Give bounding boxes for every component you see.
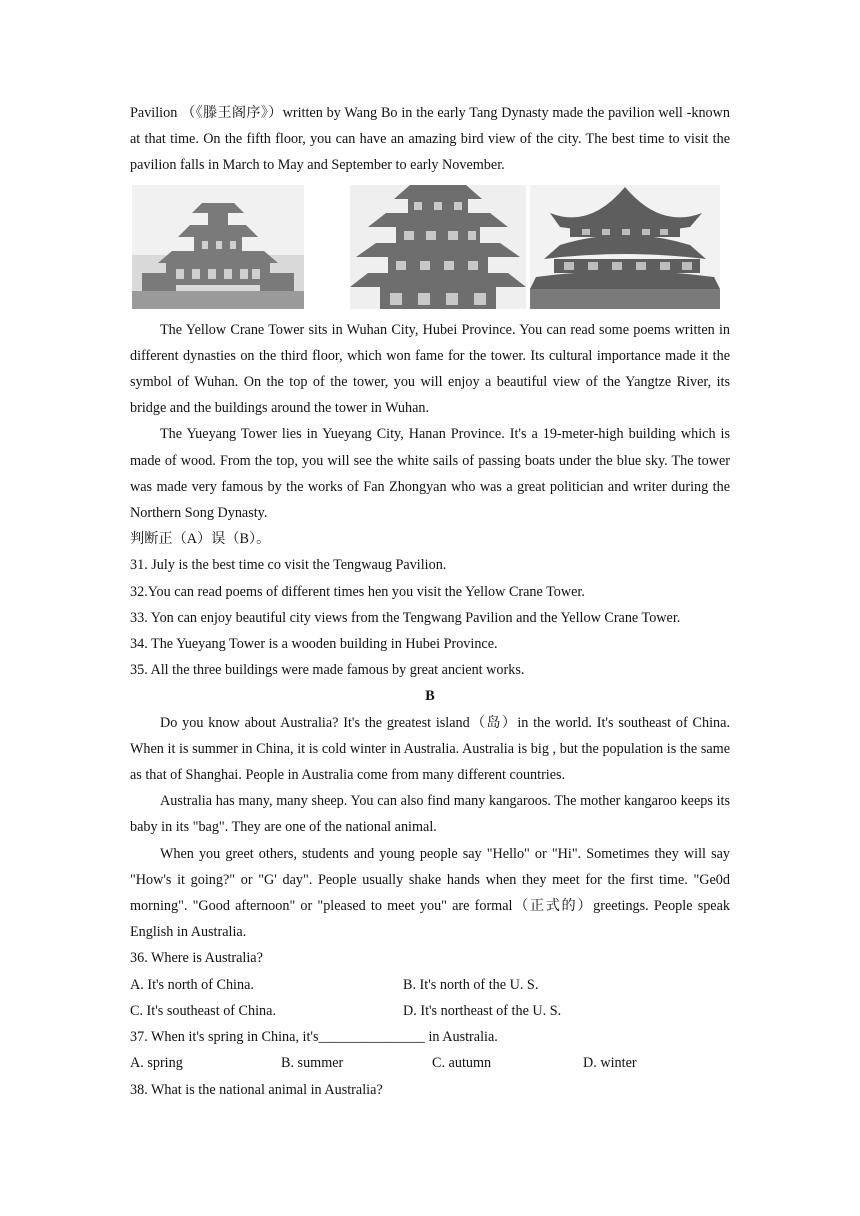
- yellow-crane-tower-photo: [350, 185, 526, 309]
- option-36-d: D. It's northeast of the U. S.: [403, 1002, 562, 1019]
- option-37-c: C. autumn: [432, 1055, 492, 1072]
- section-b-heading: B: [425, 688, 435, 705]
- question-36: 36. Where is Australia?: [130, 950, 263, 967]
- option-36-b: B. It's north of the U. S.: [403, 976, 539, 993]
- option-36-a: A. It's north of China.: [130, 976, 254, 993]
- paragraph-australia-greetings: When you greet others, students and young people say "Hello" or "Hi". Sometimes they will say "How's it going?" or "G' day". People usually shake hands when they meet for the first time. "Ge0d morning". "Good afternoon" or "pleased to meet you" are formal（正式的）greetings. People speak English in Australia.: [130, 845, 730, 941]
- question-37-options: [130, 1050, 730, 1076]
- passage-a-ending: Pavilion （《滕王阁序》）written by Wang Bo in the early Tang Dynasty made the pavilion well -known at that time. On the fifth floor, you can have an amazing bird view of the city. The best time to visit the pavilion falls in March to May and September to early November.: [130, 105, 730, 174]
- question-34: 34. The Yueyang Tower is a wooden building in Hubei Province.: [130, 636, 498, 653]
- yueyang-tower-photo: [530, 185, 720, 309]
- question-38: 38. What is the national animal in Australia?: [130, 1081, 383, 1098]
- question-32: 32.You can read poems of different times hen you visit the Yellow Crane Tower.: [130, 583, 585, 600]
- true-false-instruction: 判断正（A）误（B）。: [130, 531, 271, 548]
- question-33: 33. Yon can enjoy beautiful city views from the Tengwang Pavilion and the Yellow Crane Tower.: [130, 609, 681, 626]
- paragraph-yellow-crane-tower: The Yellow Crane Tower sits in Wuhan City, Hubei Province. You can read some poems written in different dynasties on the third floor, which won fame for the tower. Its cultural importance made it the symbol of Wuhan. On the top of the tower, you will enjoy a beautiful view of the Yangtze River, its bridge and the buildings around the tower in Wuhan.: [130, 321, 730, 417]
- paragraph-australia-animals: Australia has many, many sheep. You can also find many kangaroos. The mother kangaroo keeps its baby in its "bag". They are one of the national animal.: [130, 793, 730, 836]
- tower-photo-strip: [130, 181, 730, 313]
- question-36-options-row-1: [130, 972, 730, 998]
- paragraph-australia-geography: Do you know about Australia? It's the greatest island（岛）in the world. It's southeast of China. When it is summer in China, it is cold winter in Australia. Australia is big , but the population is the same as that of Shanghai. People in Australia come from many different countries.: [130, 714, 730, 784]
- tengwang-pavilion-photo: [132, 185, 304, 309]
- option-37-a: A. spring: [130, 1055, 183, 1072]
- paragraph-yueyang-tower: The Yueyang Tower lies in Yueyang City, Hanan Province. It's a 19-meter-high building which is made of wood. From the top, you will see the white sails of passing boats under the blue sky. The tower was made very famous by the works of Fan Zhongyan who was a great politician and writer during the Northern Song Dynasty.: [130, 426, 730, 522]
- question-37: 37. When it's spring in China, it's_______________ in Australia.: [130, 1029, 498, 1046]
- question-35: 35. All the three buildings were made famous by great ancient works.: [130, 662, 525, 679]
- option-37-b: B. summer: [281, 1055, 344, 1072]
- document-page: [130, 100, 730, 1103]
- question-31: 31. July is the best time co visit the Tengwaug Pavilion.: [130, 557, 447, 574]
- option-37-d: D. winter: [583, 1055, 637, 1072]
- option-36-c: C. It's southeast of China.: [130, 1002, 276, 1019]
- question-36-options-row-2: [130, 998, 730, 1024]
